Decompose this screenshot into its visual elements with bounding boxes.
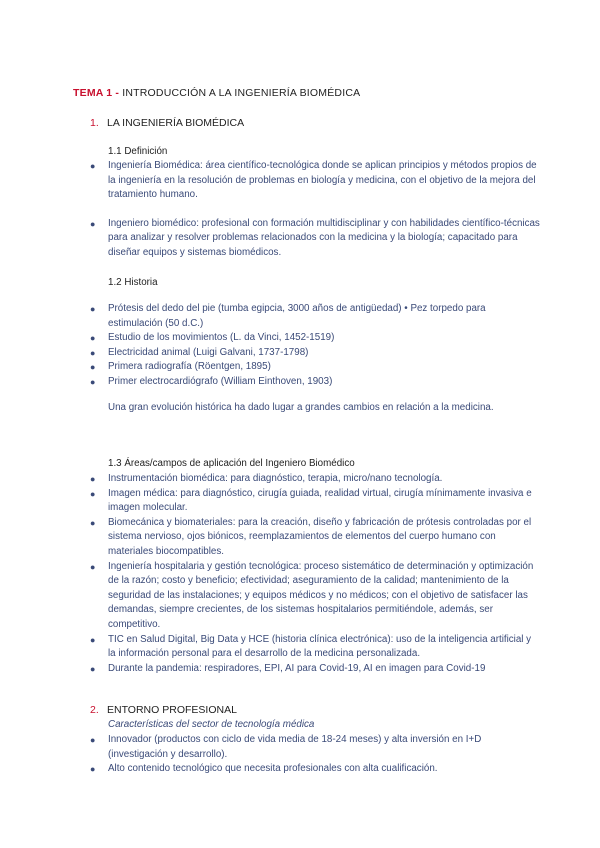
document-title (73, 87, 360, 99)
historia-conclusion: Una gran evolución histórica ha dado lugar a grandes cambios en relación a la medicina. (108, 402, 494, 413)
section-1-heading (90, 117, 244, 129)
historia-list (90, 302, 540, 390)
bullet-icon: ● (90, 561, 96, 572)
list-item: ● Instrumentación biomédica: para diagnóstico, terapia, micro/nano tecnología. (90, 472, 540, 487)
bullet-icon: ● (90, 304, 96, 314)
list-item: ● Ingeniero biomédico: profesional con formación multidisciplinar y con habilidades científico-técnicas para analizar y resolver problemas relacionados con la medicina y la biología; capacitado para diseñar equipos y sistemas biomédicos. (90, 217, 540, 258)
list-item: ● Primera radiografía (Röentgen, 1895) (90, 360, 540, 375)
list-item: ● Estudio de los movimientos (L. da Vinci, 1452-1519) (90, 331, 540, 346)
bullet-icon: ● (90, 488, 96, 499)
list-item: ● Imagen médica: para diagnóstico, cirugía guiada, realidad virtual, cirugía mínimamente invasiva e imagen molecular. (90, 487, 532, 514)
bullet-icon: ● (90, 376, 96, 387)
subsection-areas-label: 1.3 Áreas/campos de aplicación del Ingeniero Biomédico (108, 458, 355, 469)
section-2-subtitle: Características del sector de tecnología médica (108, 719, 315, 730)
bullet-icon: ● (90, 347, 96, 358)
section-2-heading (90, 704, 237, 716)
section-2-number: 2. (90, 704, 99, 716)
section-2-title: ENTORNO PROFESIONAL (107, 704, 237, 716)
section-1-number: 1. (90, 117, 99, 129)
list-item: ● Prótesis del dedo del pie (tumba egipcia, 3000 años de antigüedad) • Pez torpedo para estimulación (50 d.C.) (90, 303, 486, 329)
list-item: ● Ingeniería hospitalaria y gestión tecnológica: proceso sistemático de determinación y optimización de la razón; costo y beneficio; efectividad; aseguramiento de la calidad; mantenimiento de la seguridad de las instalaciones; y equipos médicos y no médicos; con el objetivo de satisfacer las demandas, siempre crecientes, de los sistemas hospitalarios permitiéndole, además, ser competitivo. (90, 560, 534, 630)
section-1-title: LA INGENIERÍA BIOMÉDICA (107, 117, 245, 129)
list-item: ● Alto contenido tecnológico que necesita profesionales con alta cualificación. (90, 762, 540, 777)
areas-list (90, 472, 540, 676)
bullet-icon: ● (90, 218, 96, 229)
bullet-icon: ● (90, 735, 96, 745)
title-main: INTRODUCCIÓN A LA INGENIERÍA BIOMÉDICA (119, 87, 361, 99)
bullet-icon: ● (90, 663, 96, 674)
list-item: ● Innovador (productos con ciclo de vida media de 18-24 meses) y alta inversión en I+D (investigación y desarrollo). (90, 734, 482, 760)
list-item: ● TIC en Salud Digital, Big Data y HCE (historia clínica electrónica): uso de la inteligencia artificial y la información personal para el desarrollo de la medicina personalizada. (90, 633, 532, 660)
subsection-definicion-label: 1.1 Definición (108, 146, 168, 157)
bullet-icon: ● (90, 764, 96, 775)
bullet-icon: ● (90, 474, 96, 484)
entorno-list (90, 733, 540, 777)
bullet-icon: ● (90, 333, 96, 344)
subsection-historia-label: 1.2 Historia (108, 277, 158, 288)
bullet-icon: ● (90, 362, 96, 373)
list-item: ● Ingeniería Biomédica: área científico-tecnológica donde se aplican principios y métodos propios de la ingeniería en la resolución de problemas en biología y medicina, con el objetivo de la mejora del tratamiento humano. (90, 160, 537, 201)
list-item: ● Durante la pandemia: respiradores, EPI, AI para Covid-19, AI en imagen para Covid-19 (90, 662, 540, 677)
bullet-icon: ● (90, 161, 96, 171)
list-item: ● Primer electrocardiógrafo (William Einthoven, 1903) (90, 375, 540, 390)
bullet-icon: ● (90, 517, 96, 528)
definicion-list (90, 159, 540, 261)
list-item: ● Biomecánica y biomateriales: para la creación, diseño y fabricación de prótesis controladas por el sistema nervioso, ojos biónicos, reemplazamientos de elementos del cuerpo humano con materiales biocompatibles. (90, 516, 532, 557)
title-prefix: TEMA 1 - (73, 87, 120, 99)
bullet-icon: ● (90, 634, 96, 645)
list-item: ● Electricidad animal (Luigi Galvani, 1737-1798) (90, 346, 540, 361)
